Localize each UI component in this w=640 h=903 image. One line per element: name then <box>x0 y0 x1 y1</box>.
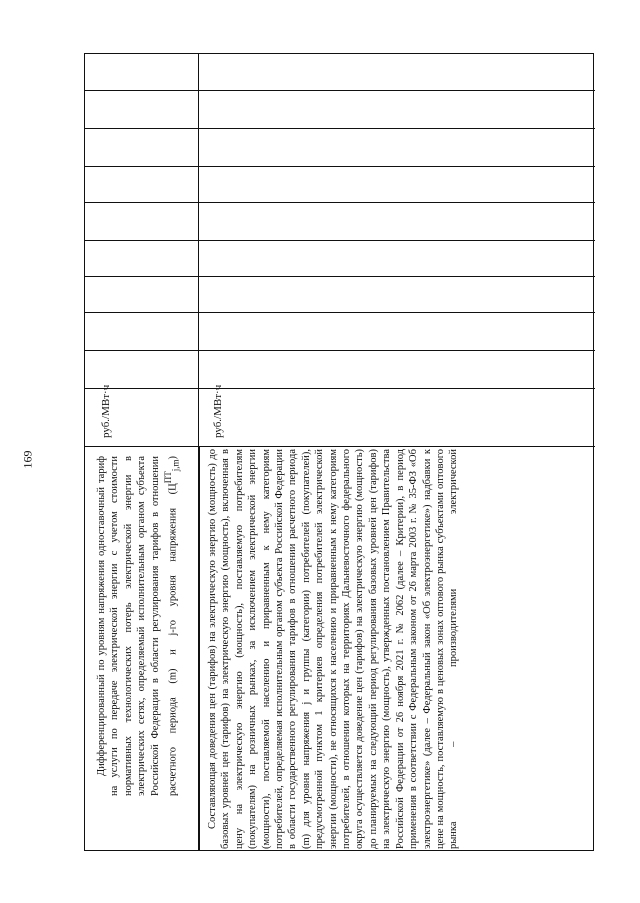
row1-description <box>95 456 183 796</box>
row2-description-text: Составляющая доведения цен (тарифов) на электрическую энергию (мощность) до базовых уровней цен (тарифов) на электрическую энергию (мощность), включенная в цену на электрическую энергию (мощность), поставляемую потребителям (покупателям) на розничных рынках, за исключением электрической энергии (мощности), поставляемой населению и приравненным к нему категориям потребителей, определяемая исполнительным органом субъекта Российской Федерации в области государственного регулирования тарифов в отношении расчетного периода (m) для уровня напряжения j и группы (категории) потребителей (покупателей), предусмотренной пунктом 1 критериев определения потребителей электрической энергии (мощности), не относящихся к населению и приравненным к нему категориям потребителей, в отношении которых на территориях Дальневосточного федерального округа осуществляется доведение цен (тарифов) на электрическую энергию (мощность) до планируемых на следующий период регулирования базовых уровней цен (тарифов) на электрическую энергию (мощность), утвержденных постановлением Правительства Российской Федерации от 26 ноября 2021 г. № 2062 (далее – Критерии), в период применения в соответствии с Федеральным законом от 26 марта 2003 г. № 35-ФЗ «Об электроэнергетике» (далее – Федеральный закон «Об электроэнергетике») надбавки к цене на мощность, поставляемую в ценовых зонах оптового рынка субъектами оптового рынка – производителями электрической <box>207 449 460 849</box>
row2-description <box>206 449 461 849</box>
formula-superscript: ПТ <box>163 471 174 484</box>
table <box>84 53 594 851</box>
column-line <box>85 276 595 277</box>
column-line <box>85 350 595 351</box>
column-line <box>85 90 595 91</box>
column-line <box>85 240 595 241</box>
row1-description-text: Дифференцированный по уровням напряжения одноставочный тариф на услуги по передаче электрической энергии с учетом стоимости нормативных технологических потерь электрической энергии в электрических сетях, определяемый исполнительным органом субъекта Российской Федерации в области регулирования тарифов в отношении расчетного периода (m) и j-го уровня напряжения $(Ц^{ПТ}_{j,m})$ <box>96 456 181 796</box>
row1-unit: руб./МВт·ч <box>100 384 112 438</box>
formula-subscript: j,m <box>170 459 181 472</box>
unit-divider <box>85 446 595 447</box>
column-line <box>85 202 595 203</box>
column-line <box>85 128 595 129</box>
row2-unit: руб./МВт·ч <box>212 384 224 438</box>
formula-close: ) <box>167 456 179 460</box>
column-line <box>85 388 595 389</box>
page-number: 169 <box>20 450 35 469</box>
record-divider <box>199 446 200 850</box>
column-line <box>85 312 595 313</box>
column-line <box>85 166 595 167</box>
